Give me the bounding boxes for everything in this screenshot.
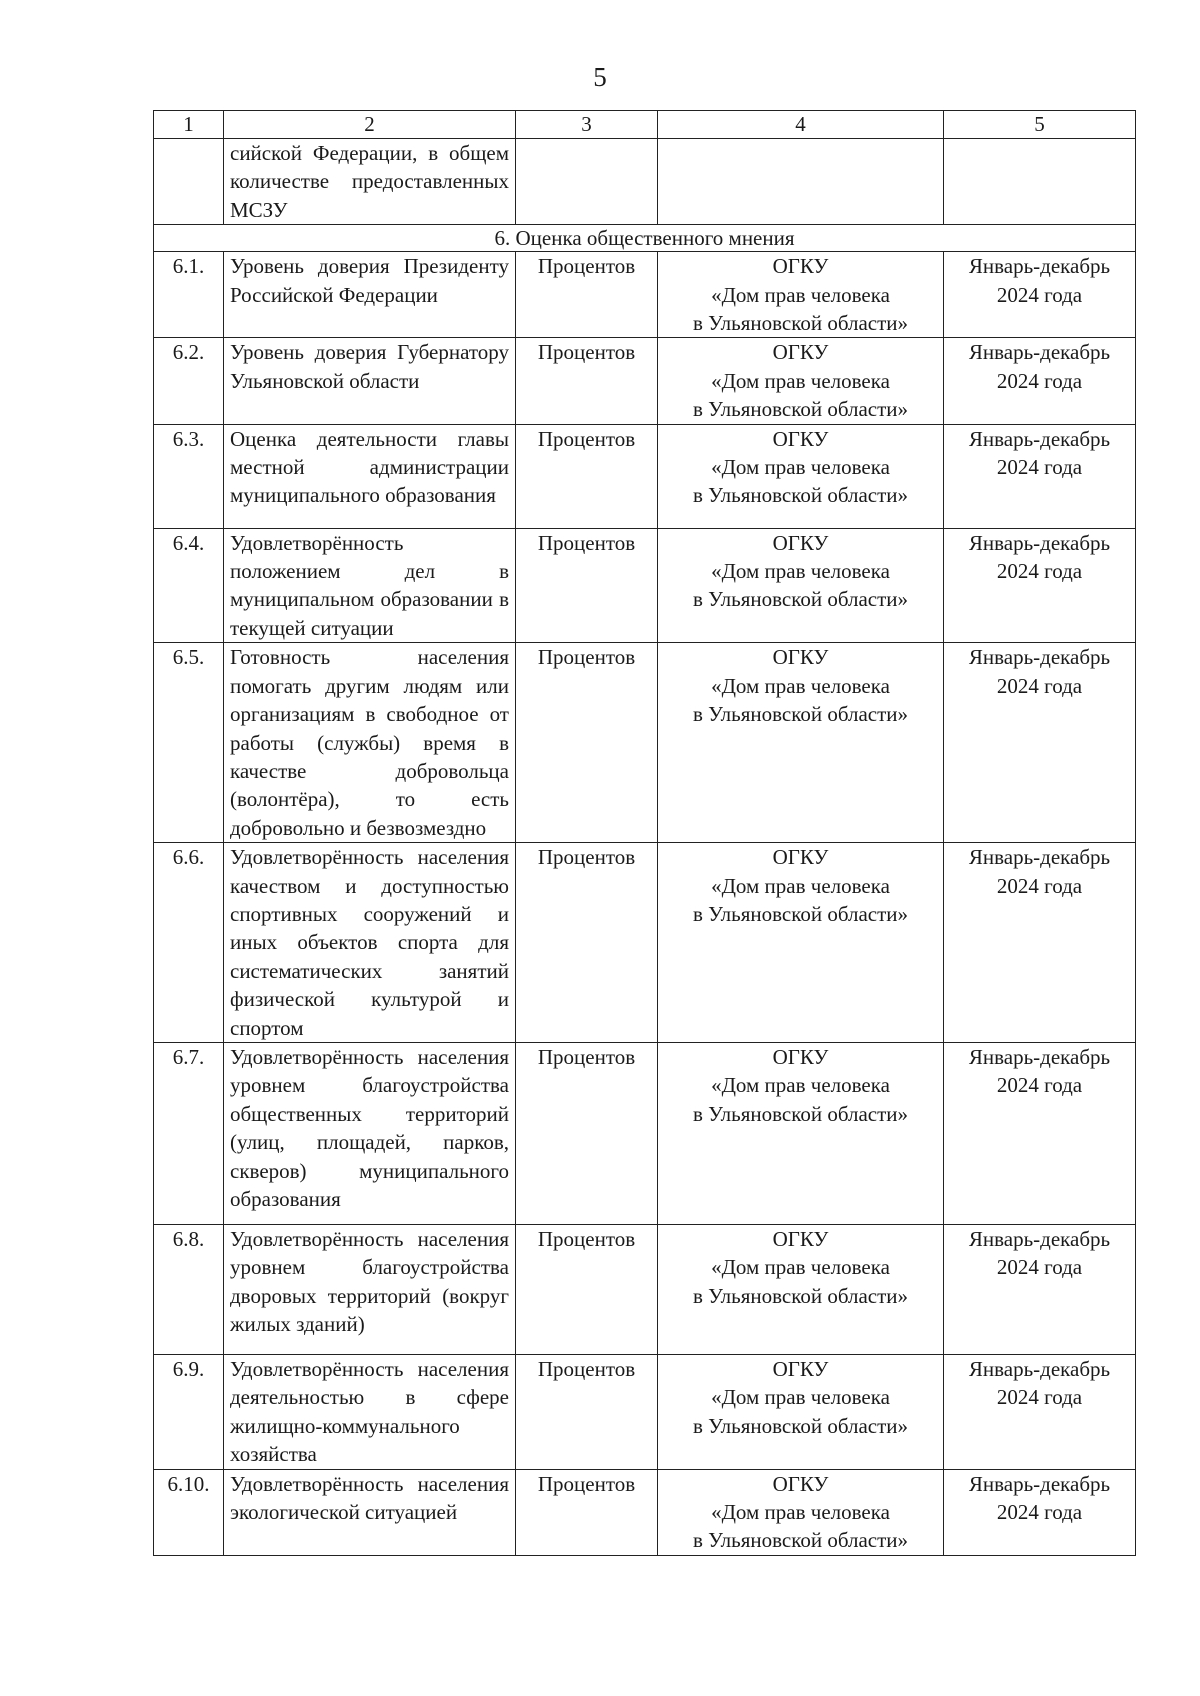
org-line: «Дом прав человека: [711, 282, 890, 307]
responsible-org: [658, 1469, 944, 1555]
org-line: в Ульяновской области»: [692, 1101, 909, 1126]
period-line: 2024 года: [996, 1255, 1083, 1280]
indicator-name: сийской Федерации, в общем количестве предоставленных МСЗУ: [224, 139, 516, 225]
continuation-row: [154, 139, 1136, 225]
org-line: ОГКУ: [772, 426, 829, 451]
row-number: 6.6.: [154, 843, 224, 1043]
table-row: [154, 1469, 1136, 1555]
row-number: 6.9.: [154, 1354, 224, 1469]
row-number: 6.3.: [154, 424, 224, 528]
responsible-org: [658, 528, 944, 643]
org-line: «Дом прав человека: [711, 873, 890, 898]
unit-cell: Процентов: [516, 643, 658, 843]
org-line: «Дом прав человека: [711, 1073, 890, 1098]
org-line: в Ульяновской области»: [692, 1413, 909, 1438]
indicator-name: Удовлетворённость населения экологической ситуацией: [224, 1469, 516, 1555]
period-line: Январь-декабрь: [968, 1471, 1111, 1496]
column-number-2: 2: [224, 111, 516, 139]
org-line: в Ульяновской области»: [692, 1283, 909, 1308]
period-line: 2024 года: [996, 455, 1083, 480]
period-cell: [944, 252, 1136, 338]
period-line: Январь-декабрь: [968, 645, 1111, 670]
indicator-name: Оценка деятельности главы местной администрации муниципального образования: [224, 424, 516, 528]
responsible-org: [658, 252, 944, 338]
indicator-name: Удовлетворённость населения уровнем благоустройства дворовых территорий (вокруг жилых зданий): [224, 1224, 516, 1354]
period-line: Январь-декабрь: [968, 426, 1111, 451]
unit-cell: Процентов: [516, 1354, 658, 1469]
indicator-name: Удовлетворённость населения качеством и доступностью спортивных сооружений и иных объектов спорта для систематических занятий физической культурой и спортом: [224, 843, 516, 1043]
unit-cell: [516, 139, 658, 225]
table-row: [154, 1354, 1136, 1469]
responsible-org: [658, 139, 944, 225]
table-row: [154, 1224, 1136, 1354]
period-line: 2024 года: [996, 368, 1083, 393]
responsible-org: [658, 1042, 944, 1224]
org-line: «Дом прав человека: [711, 368, 890, 393]
org-line: ОГКУ: [772, 1044, 829, 1069]
indicator-name: Удовлетворённость положением дел в муниципальном образовании в текущей ситуации: [224, 528, 516, 643]
unit-cell: Процентов: [516, 1469, 658, 1555]
period-cell: [944, 424, 1136, 528]
responsible-org: [658, 1224, 944, 1354]
row-number: 6.2.: [154, 338, 224, 424]
org-line: ОГКУ: [772, 1356, 829, 1381]
table-row: [154, 1042, 1136, 1224]
period-cell: [944, 1042, 1136, 1224]
period-line: Январь-декабрь: [968, 1226, 1111, 1251]
org-line: ОГКУ: [772, 530, 829, 555]
org-line: «Дом прав человека: [711, 673, 890, 698]
period-cell: [944, 1224, 1136, 1354]
org-line: ОГКУ: [772, 645, 829, 670]
org-line: ОГКУ: [772, 845, 829, 870]
period-line: 2024 года: [996, 1385, 1083, 1410]
org-line: в Ульяновской области»: [692, 397, 909, 422]
period-line: 2024 года: [996, 1500, 1083, 1524]
period-line: 2024 года: [996, 673, 1083, 698]
org-line: ОГКУ: [772, 1471, 829, 1496]
org-line: в Ульяновской области»: [692, 1528, 909, 1553]
indicator-name: Удовлетворённость населения уровнем благоустройства общественных территорий (улиц, площадей, парков, скверов) муниципального образования: [224, 1042, 516, 1224]
table-row: [154, 843, 1136, 1043]
org-line: «Дом прав человека: [711, 1255, 890, 1280]
period-line: 2024 года: [996, 282, 1083, 307]
column-number-row: [154, 111, 1136, 139]
org-line: «Дом прав человека: [711, 1500, 890, 1524]
org-line: в Ульяновской области»: [692, 901, 909, 926]
table-row: [154, 338, 1136, 424]
period-cell: [944, 139, 1136, 225]
indicator-name: Удовлетворённость населения деятельностью в сфере жилищно-коммунального хозяйства: [224, 1354, 516, 1469]
indicator-name: Уровень доверия Президенту Российской Федерации: [224, 252, 516, 338]
table-row: [154, 643, 1136, 843]
period-cell: [944, 1354, 1136, 1469]
unit-cell: Процентов: [516, 528, 658, 643]
period-line: 2024 года: [996, 873, 1083, 898]
section-title: 6. Оценка общественного мнения: [154, 225, 1136, 252]
responsible-org: [658, 643, 944, 843]
table-row: [154, 252, 1136, 338]
org-line: «Дом прав человека: [711, 455, 890, 480]
org-line: ОГКУ: [772, 1226, 829, 1251]
unit-cell: Процентов: [516, 1224, 658, 1354]
page-number: 5: [593, 62, 607, 92]
responsible-org: [658, 338, 944, 424]
column-number-5: 5: [944, 111, 1136, 139]
org-line: в Ульяновской области»: [692, 483, 909, 508]
period-line: 2024 года: [996, 559, 1083, 584]
unit-cell: Процентов: [516, 252, 658, 338]
row-number: [154, 139, 224, 225]
indicators-table: [153, 110, 1136, 1556]
org-line: в Ульяновской области»: [692, 587, 909, 612]
unit-cell: Процентов: [516, 1042, 658, 1224]
period-line: Январь-декабрь: [968, 530, 1111, 555]
period-line: Январь-декабрь: [968, 254, 1111, 279]
table-row: [154, 424, 1136, 528]
org-line: в Ульяновской области»: [692, 702, 909, 727]
period-line: 2024 года: [996, 1073, 1083, 1098]
table-row: [154, 528, 1136, 643]
period-line: Январь-декабрь: [968, 1356, 1111, 1381]
column-number-4: 4: [658, 111, 944, 139]
period-line: Январь-декабрь: [968, 340, 1111, 365]
unit-cell: Процентов: [516, 843, 658, 1043]
row-number: 6.4.: [154, 528, 224, 643]
period-cell: [944, 643, 1136, 843]
row-number: 6.10.: [154, 1469, 224, 1555]
row-number: 6.7.: [154, 1042, 224, 1224]
column-number-1: 1: [154, 111, 224, 139]
org-line: ОГКУ: [772, 254, 829, 279]
period-cell: [944, 1469, 1136, 1555]
row-number: 6.8.: [154, 1224, 224, 1354]
org-line: ОГКУ: [772, 340, 829, 365]
org-line: «Дом прав человека: [711, 1385, 890, 1410]
org-line: «Дом прав человека: [711, 559, 890, 584]
column-number-3: 3: [516, 111, 658, 139]
unit-cell: Процентов: [516, 424, 658, 528]
org-line: в Ульяновской области»: [692, 311, 909, 336]
indicator-name: Готовность населения помогать другим людям или организациям в свободное от работы (службы) время в качестве добровольца (волонтёра), то есть добровольно и безвозмездно: [224, 643, 516, 843]
indicator-name: Уровень доверия Губернатору Ульяновской области: [224, 338, 516, 424]
responsible-org: [658, 843, 944, 1043]
period-line: Январь-декабрь: [968, 1044, 1111, 1069]
period-cell: [944, 338, 1136, 424]
period-cell: [944, 528, 1136, 643]
responsible-org: [658, 424, 944, 528]
period-line: Январь-декабрь: [968, 845, 1111, 870]
section-row: [154, 225, 1136, 252]
row-number: 6.1.: [154, 252, 224, 338]
period-cell: [944, 843, 1136, 1043]
responsible-org: [658, 1354, 944, 1469]
unit-cell: Процентов: [516, 338, 658, 424]
row-number: 6.5.: [154, 643, 224, 843]
